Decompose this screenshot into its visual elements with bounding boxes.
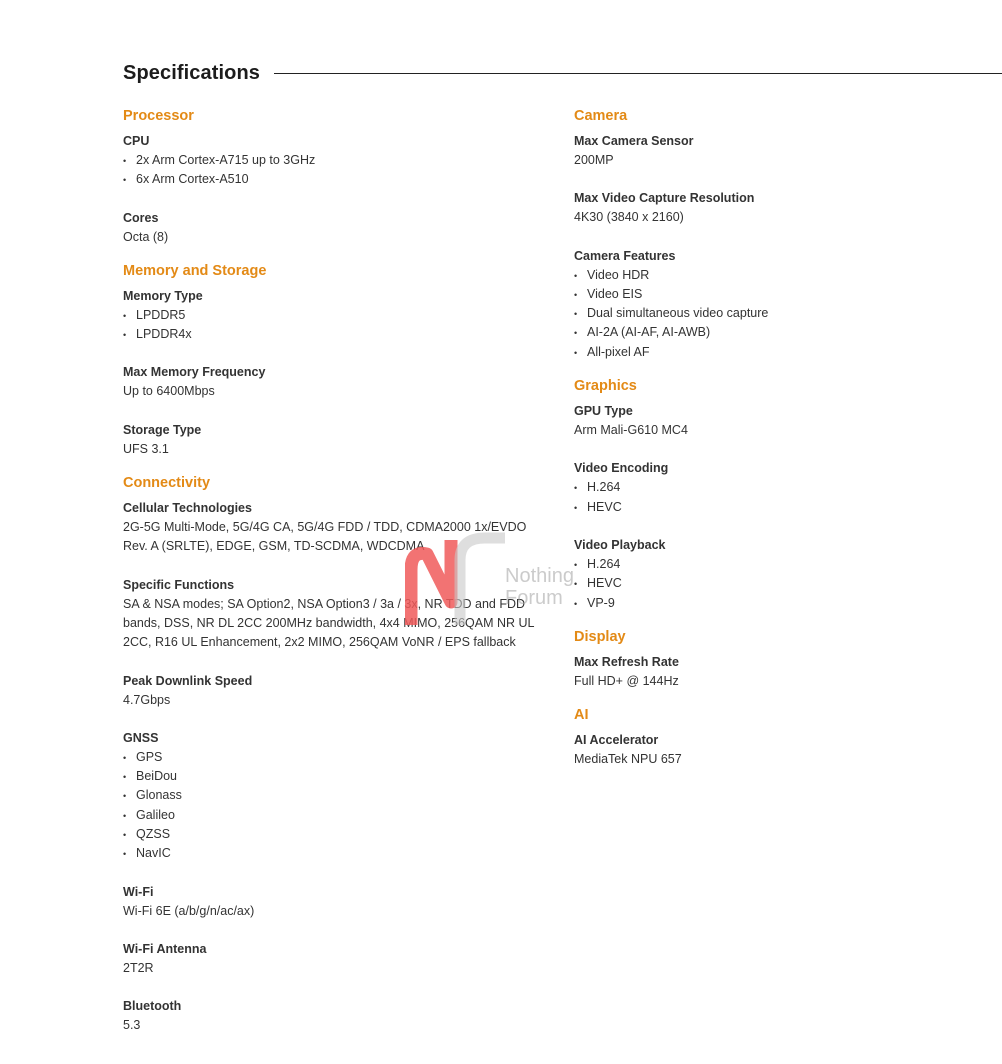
spec-bullet-list [574, 266, 994, 362]
spec-cores [123, 209, 543, 247]
spec-value: Full HD+ @ 144Hz [574, 673, 679, 688]
spec-ai-accelerator [574, 731, 994, 769]
section-display [574, 627, 994, 691]
right-column [574, 106, 994, 783]
spec-bullet-item: • Video HDR [574, 266, 994, 285]
spec-cpu [123, 132, 543, 190]
spec-label: Storage Type [123, 422, 202, 437]
spec-video-playback [574, 536, 994, 613]
spec-value: 2T2R [123, 960, 154, 975]
section-processor [123, 106, 543, 247]
spec-value: SA & NSA modes; SA Option2, NSA Option3 / 3a / 3x, NR TDD and FDD bands, DSS, NR DL 2CC 200MHz bandwidth, 4x4 MIMO, 256QAM NR UL 2CC, R16 UL Enhancement, 2x2 MIMO, 256QAM VoNR / EPS fallback [123, 596, 535, 650]
page-title-row [123, 58, 1002, 88]
section-connectivity [123, 473, 543, 1035]
spec-label: AI Accelerator [574, 733, 659, 748]
spec-bullet-item: • GPS [123, 748, 543, 767]
spec-label: Max Camera Sensor [574, 134, 694, 148]
section-heading: Display [574, 628, 626, 645]
spec-bluetooth [123, 997, 543, 1035]
section-heading: Memory and Storage [123, 262, 267, 279]
spec-bullet-item: • 6x Arm Cortex-A510 [123, 170, 543, 189]
spec-max-camera-sensor [574, 132, 994, 170]
spec-gpu-type [574, 402, 994, 440]
spec-label: Bluetooth [123, 999, 182, 1014]
spec-value: Octa (8) [123, 229, 169, 244]
spec-label: Video Encoding [574, 461, 669, 476]
title-divider [274, 73, 1002, 74]
spec-cellular-technologies [123, 499, 543, 557]
section-heading: Processor [123, 108, 194, 124]
spec-label: Max Memory Frequency [123, 365, 266, 380]
spec-video-encoding [574, 459, 994, 517]
spec-label: GNSS [123, 730, 159, 745]
spec-label: Max Refresh Rate [574, 654, 679, 669]
spec-bullet-list [123, 748, 543, 864]
spec-label: GPU Type [574, 404, 633, 419]
spec-bullet-item: • BeiDou [123, 767, 543, 786]
spec-label: CPU [123, 134, 150, 148]
spec-bullet-list [574, 478, 994, 517]
spec-bullet-item: • H.264 [574, 555, 994, 574]
spec-bullet-list [574, 555, 994, 613]
spec-camera-features [574, 247, 994, 362]
spec-bullet-item: • Glonass [123, 786, 543, 805]
spec-bullet-item: • H.264 [574, 478, 994, 497]
spec-bullet-item: • LPDDR5 [123, 306, 543, 325]
spec-wi-fi [123, 883, 543, 921]
section-graphics [574, 376, 994, 613]
section-heading: AI [574, 707, 589, 724]
spec-value: Arm Mali-G610 MC4 [574, 423, 688, 438]
spec-bullet-item: • Video EIS [574, 285, 994, 304]
spec-value: MediaTek NPU 657 [574, 752, 682, 767]
spec-label: Max Video Capture Resolution [574, 191, 755, 206]
spec-label: Cellular Technologies [123, 501, 252, 516]
spec-bullet-item: • HEVC [574, 498, 994, 517]
section-heading: Connectivity [123, 475, 211, 492]
watermark-text-2: Forum [505, 587, 563, 609]
spec-value: 200MP [574, 153, 614, 167]
spec-label: Video Playback [574, 537, 666, 552]
spec-value: 4K30 (3840 x 2160) [574, 210, 684, 225]
spec-bullet-item: • Dual simultaneous video capture [574, 304, 994, 323]
spec-value: Up to 6400Mbps [123, 384, 215, 399]
spec-bullet-item: • QZSS [123, 825, 543, 844]
spec-label: Memory Type [123, 288, 203, 303]
spec-max-memory-frequency [123, 363, 543, 401]
section-heading: Camera [574, 108, 628, 124]
spec-bullet-item: • LPDDR4x [123, 325, 543, 344]
spec-label: Peak Downlink Speed [123, 673, 253, 688]
spec-label: Camera Features [574, 248, 676, 263]
watermark-text-1: Nothing [505, 565, 574, 587]
spec-value: UFS 3.1 [123, 441, 169, 456]
spec-bullet-item: • NavIC [123, 844, 543, 863]
spec-value: 5.3 [123, 1018, 141, 1033]
spec-bullet-item: • HEVC [574, 574, 994, 593]
section-camera [574, 106, 994, 362]
section-ai [574, 705, 994, 769]
spec-gnss [123, 729, 543, 864]
spec-value: Wi-Fi 6E (a/b/g/n/ac/ax) [123, 903, 255, 918]
spec-wi-fi-antenna [123, 940, 543, 978]
spec-value: 4.7Gbps [123, 692, 171, 707]
spec-bullet-item: • All-pixel AF [574, 343, 994, 362]
spec-specific-functions [123, 576, 543, 653]
spec-label: Cores [123, 210, 159, 225]
spec-bullet-list [123, 151, 543, 190]
spec-bullet-list [123, 306, 543, 345]
spec-storage-type [123, 421, 543, 459]
spec-max-video-capture-resolution [574, 189, 994, 227]
page-title: Specifications [123, 61, 260, 84]
spec-label: Specific Functions [123, 577, 235, 592]
spec-peak-downlink-speed [123, 672, 543, 710]
spec-memory-type [123, 287, 543, 345]
spec-bullet-item: • 2x Arm Cortex-A715 up to 3GHz [123, 151, 543, 170]
section-heading: Graphics [574, 378, 637, 395]
left-column [123, 106, 543, 1050]
section-memory-and-storage [123, 261, 543, 459]
spec-label: Wi-Fi [123, 884, 154, 899]
spec-label: Wi-Fi Antenna [123, 941, 207, 956]
spec-bullet-item: • VP-9 [574, 594, 994, 613]
spec-value: 2G-5G Multi-Mode, 5G/4G CA, 5G/4G FDD / TDD, CDMA2000 1x/EVDO Rev. A (SRLTE), EDGE, GSM, TD-SCDMA, WDCDMA [123, 520, 527, 554]
spec-bullet-item: • AI-2A (AI-AF, AI-AWB) [574, 323, 994, 342]
spec-bullet-item: • Galileo [123, 806, 543, 825]
spec-max-refresh-rate [574, 653, 994, 691]
